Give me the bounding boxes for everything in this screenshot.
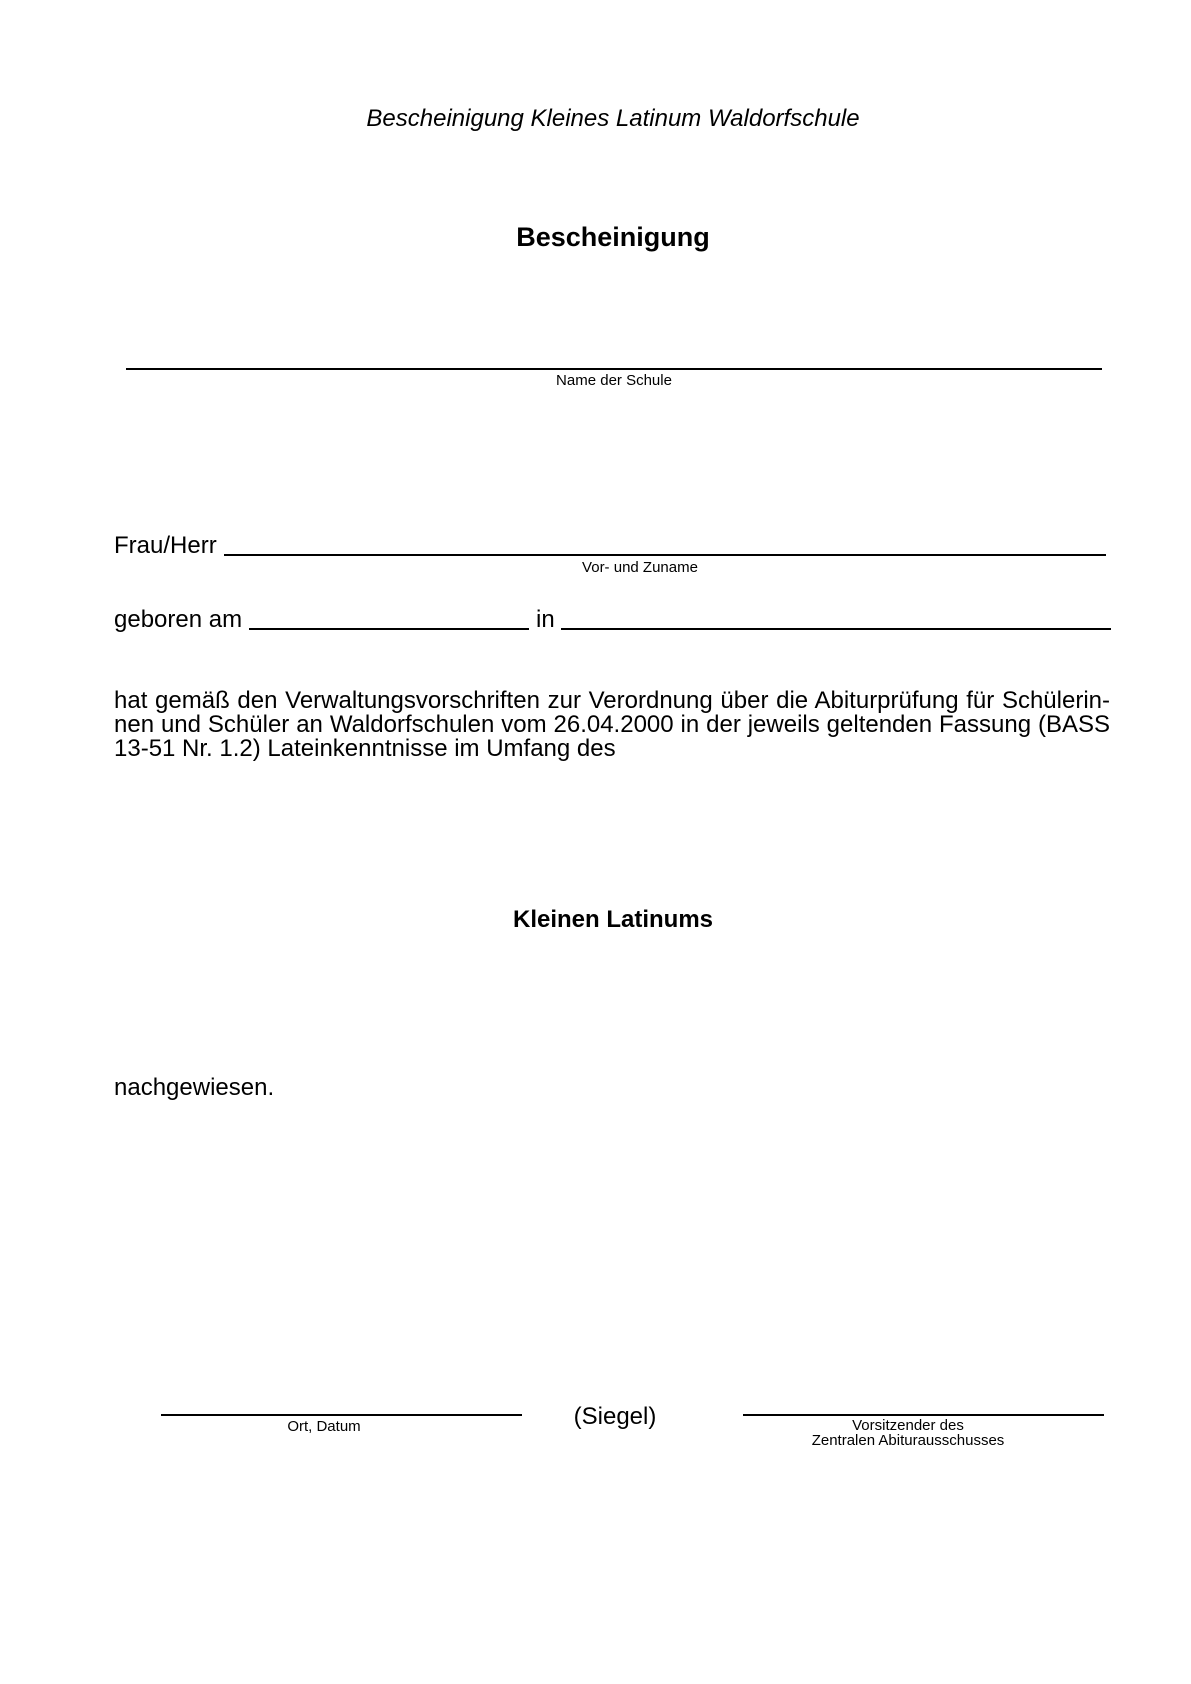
- person-name-line[interactable]: [224, 554, 1106, 556]
- header-title: Bescheinigung Kleines Latinum Waldorfschule: [366, 105, 860, 132]
- place-date-caption: Ort, Datum: [287, 1418, 361, 1435]
- born-label: geboren am: [114, 606, 243, 633]
- school-name-line[interactable]: [126, 368, 1102, 370]
- closing-text: nachgewiesen.: [114, 1074, 275, 1101]
- birth-place-line[interactable]: [561, 628, 1111, 630]
- birth-place-label: in: [536, 606, 555, 633]
- person-prefix: Frau/Herr: [114, 532, 217, 559]
- school-name-caption: Name der Schule: [556, 372, 672, 389]
- chair-signature-line[interactable]: [743, 1414, 1104, 1416]
- page-title: Bescheinigung: [516, 222, 710, 252]
- seal-label: (Siegel): [573, 1403, 657, 1430]
- birth-date-line[interactable]: [249, 628, 529, 630]
- latinum-title: Kleinen Latinums: [512, 906, 714, 933]
- body-paragraph: hat gemäß den Verwaltungsvorschriften zur Verordnung über die Abiturprüfung für Schülerin- nen und Schüler an Waldorfschulen vom 26.04.2000 in der jeweils geltenden Fassung (BASS 13-51 Nr. 1.2) Lateinkenntnisse im Umfang des: [114, 687, 1110, 762]
- person-name-caption: Vor- und Zuname: [582, 559, 698, 576]
- chair-caption-line2: Zentralen Abiturausschusses: [811, 1432, 1005, 1449]
- place-date-line[interactable]: [161, 1414, 522, 1416]
- chair-caption-line1: Vorsitzender des: [852, 1417, 964, 1434]
